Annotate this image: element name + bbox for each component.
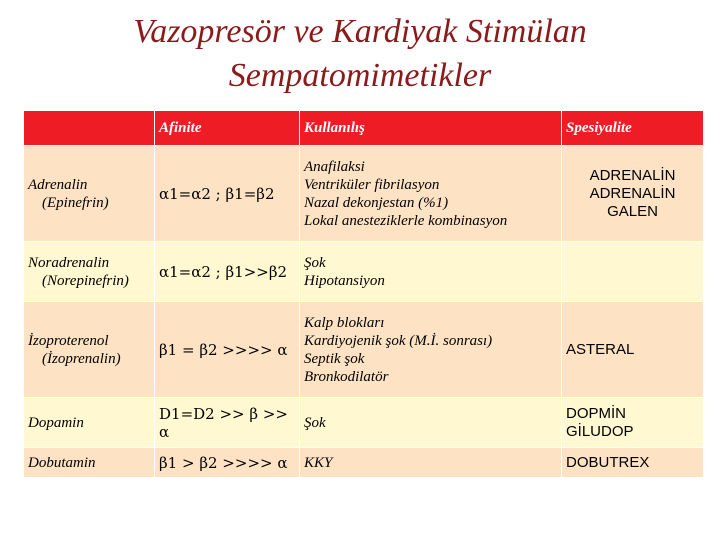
usage-item: Lokal anesteziklerle kombinasyon — [304, 212, 508, 229]
table-row — [24, 302, 704, 398]
spec-cell — [562, 398, 704, 448]
drug-name: Adrenalin — [28, 176, 88, 193]
drug-table — [23, 110, 704, 478]
affinity-cell: α1=α2 ; β1>>β2 — [155, 242, 300, 302]
affinity-cell: α1=α2 ; β1=β2 — [155, 146, 300, 242]
affinity-cell: β1 > β2 >>>> α — [155, 448, 300, 478]
spec-cell — [562, 448, 704, 478]
usage-item: Şok — [304, 414, 326, 431]
drug-alt-name: (Norepinefrin) — [42, 272, 129, 289]
usage-item: Bronkodilatör — [304, 368, 389, 385]
drug-name: Dobutamin — [28, 454, 96, 471]
title-line-1: Vazopresör ve Kardiyak Stimülan — [133, 13, 587, 50]
spec-cell — [562, 146, 704, 242]
title-line-2: Sempatomimetikler — [228, 57, 492, 94]
spec-item: ADRENALİN — [589, 166, 676, 184]
spec-cell — [562, 242, 704, 302]
header-empty — [24, 111, 155, 146]
drug-name-cell — [24, 448, 155, 478]
usage-item: Hipotansiyon — [304, 272, 385, 289]
drug-name: Dopamin — [28, 414, 84, 431]
affinity-cell: D1=D2 >> β >> α — [155, 398, 300, 448]
usage-item: Kalp blokları — [304, 314, 385, 331]
header-affinity: Afinite — [155, 111, 300, 146]
usage-cell — [300, 448, 562, 478]
drug-name-cell — [24, 146, 155, 242]
table-row — [24, 146, 704, 242]
drug-name: İzoproterenol — [28, 332, 109, 349]
spec-item: DOPMİN — [566, 404, 626, 422]
spec-item: ADRENALİN — [589, 184, 676, 202]
usage-item: Ventriküler fibrilasyon — [304, 176, 440, 193]
drug-name-cell — [24, 302, 155, 398]
usage-cell — [300, 302, 562, 398]
usage-item: Şok — [304, 254, 326, 271]
usage-item: Septik şok — [304, 350, 365, 367]
slide-title — [0, 10, 720, 98]
spec-cell — [562, 302, 704, 398]
drug-name-cell — [24, 398, 155, 448]
drug-alt-name: (İzoprenalin) — [42, 350, 121, 367]
header-spec: Spesiyalite — [562, 111, 704, 146]
usage-item: Anafilaksi — [304, 158, 365, 175]
spec-item: GİLUDOP — [566, 422, 634, 440]
usage-cell — [300, 242, 562, 302]
spec-item: DOBUTREX — [566, 453, 650, 471]
affinity-cell: β1 = β2 >>>> α — [155, 302, 300, 398]
drug-name-cell — [24, 242, 155, 302]
usage-cell — [300, 146, 562, 242]
usage-cell — [300, 398, 562, 448]
header-row — [24, 111, 704, 146]
usage-item: Kardiyojenik şok (M.İ. sonrası) — [304, 332, 493, 349]
drug-name: Noradrenalin — [28, 254, 110, 271]
spec-item: ASTERAL — [566, 340, 635, 358]
spec-item: GALEN — [607, 202, 658, 220]
usage-item: Nazal dekonjestan (%1) — [304, 194, 449, 211]
table-row — [24, 242, 704, 302]
table-row — [24, 448, 704, 478]
header-usage: Kullanılış — [300, 111, 562, 146]
usage-item: KKY — [304, 454, 333, 471]
table-row — [24, 398, 704, 448]
drug-alt-name: (Epinefrin) — [42, 194, 109, 211]
